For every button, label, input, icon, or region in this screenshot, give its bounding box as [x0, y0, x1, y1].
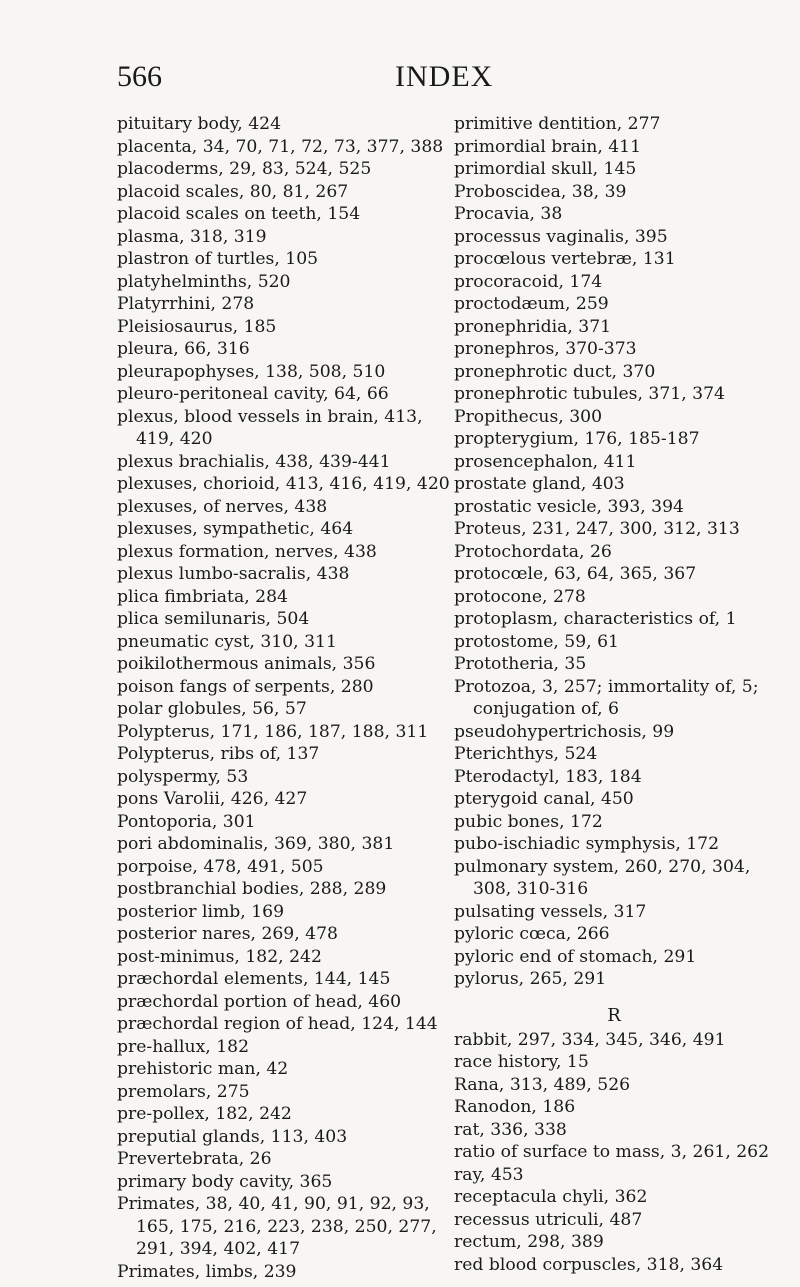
index-entry: pyloric end of stomach, 291	[454, 946, 697, 967]
page-number: 566	[117, 60, 162, 93]
index-entry: plexuses, sympathetic, 464	[117, 519, 354, 539]
left-column	[117, 113, 450, 1283]
index-entry: pubo-ischiadic symphysis, 172	[454, 834, 720, 854]
index-entry: Pterichthys, 524	[454, 744, 598, 764]
index-entry: Prototheria, 35	[454, 654, 587, 674]
index-entry: præchordal elements, 144, 145	[117, 969, 391, 989]
index-entry: plexuses, of nerves, 438	[117, 496, 328, 517]
index-entry-continuation: 165, 175, 216, 223, 238, 250, 277,	[136, 1216, 437, 1237]
index-entry: race history, 15	[454, 1052, 589, 1072]
index-entry: pronephros, 370-373	[454, 339, 637, 359]
index-entry: pneumatic cyst, 310, 311	[117, 631, 337, 652]
index-entry: primordial brain, 411	[454, 136, 642, 157]
index-entry-continuation: 419, 420	[136, 429, 213, 449]
index-entry: ray, 453	[454, 1164, 524, 1185]
index-entry: plexus brachialis, 438, 439-441	[117, 451, 391, 472]
index-entry: pleuro-peritoneal cavity, 64, 66	[117, 384, 389, 404]
index-entry: red blood corpuscles, 318, 364	[454, 1254, 724, 1275]
index-entry: præchordal portion of head, 460	[117, 991, 402, 1012]
index-entry: polyspermy, 53	[117, 766, 249, 787]
index-entry: Primates, 38, 40, 41, 90, 91, 92, 93,	[117, 1194, 430, 1214]
index-entry: protoplasm, characteristics of, 1	[454, 609, 737, 629]
index-entry: Pleisiosaurus, 185	[117, 316, 277, 337]
index-entry-continuation: 308, 310-316	[473, 879, 589, 899]
index-entry: primitive dentition, 277	[454, 114, 661, 134]
index-entry: Polypterus, ribs of, 137	[117, 744, 320, 764]
index-entry: Ranodon, 186	[454, 1097, 576, 1117]
index-entry: plica fimbriata, 284	[117, 586, 288, 607]
index-entry: plexus formation, nerves, 438	[117, 541, 377, 562]
index-entry: Platyrrhini, 278	[117, 294, 255, 314]
index-entry: Protochordata, 26	[454, 541, 612, 562]
index-entry: pleura, 66, 316	[117, 339, 250, 359]
index-entry: prosencephalon, 411	[454, 451, 637, 472]
index-entry: Pontoporia, 301	[117, 811, 256, 832]
index-entry: pronephridia, 371	[454, 316, 612, 337]
index-entry-continuation: 291, 394, 402, 417	[136, 1239, 301, 1259]
index-entry: pronephrotic duct, 370	[454, 361, 656, 382]
index-entry: placoderms, 29, 83, 524, 525	[117, 159, 372, 179]
index-entry: Proboscidea, 38, 39	[454, 181, 627, 202]
index-entry: Procavia, 38	[454, 204, 563, 224]
index-entry: processus vaginalis, 395	[454, 226, 668, 247]
index-entry: Polypterus, 171, 186, 187, 188, 311	[117, 721, 429, 742]
index-entry: post-minimus, 182, 242	[117, 946, 322, 967]
index-entry: protocone, 278	[454, 586, 586, 607]
running-head: INDEX	[395, 60, 494, 93]
index-entry: Pterodactyl, 183, 184	[454, 766, 642, 787]
section-letter-heading: R	[607, 1004, 621, 1026]
index-entry: preputial glands, 113, 403	[117, 1126, 348, 1147]
index-entry: postbranchial bodies, 288, 289	[117, 879, 387, 899]
index-entry: posterior nares, 269, 478	[117, 924, 338, 944]
index-entry: Prevertebrata, 26	[117, 1149, 272, 1169]
index-entry: plexus lumbo-sacralis, 438	[117, 564, 350, 584]
index-entry: pre-pollex, 182, 242	[117, 1104, 292, 1124]
index-entry: pulsating vessels, 317	[454, 901, 647, 922]
index-entry: prehistoric man, 42	[117, 1059, 289, 1079]
index-entry: primary body cavity, 365	[117, 1171, 333, 1192]
index-entry: rat, 336, 338	[454, 1119, 567, 1140]
index-entry: primordial skull, 145	[454, 159, 637, 179]
index-entry: ratio of surface to mass, 3, 261, 262	[454, 1142, 770, 1162]
index-entry: propterygium, 176, 185-187	[454, 429, 700, 449]
index-entry: pituitary body, 424	[117, 114, 282, 134]
index-entry: rectum, 298, 389	[454, 1232, 604, 1252]
page-header	[0, 62, 800, 102]
index-entry: rabbit, 297, 334, 345, 346, 491	[454, 1029, 726, 1050]
index-entry: Primates, limbs, 239	[117, 1261, 297, 1282]
index-entry: pyloric cœca, 266	[454, 924, 610, 944]
index-entry: pubic bones, 172	[454, 811, 603, 832]
index-entry: polar globules, 56, 57	[117, 699, 307, 719]
index-entry: receptacula chyli, 362	[454, 1187, 648, 1207]
index-entry: placoid scales, 80, 81, 267	[117, 181, 349, 202]
index-entry: pre-hallux, 182	[117, 1036, 250, 1057]
index-entry: procoracoid, 174	[454, 271, 603, 292]
index-entry: plexus, blood vessels in brain, 413,	[117, 406, 423, 427]
index-entry: pseudohypertrichosis, 99	[454, 721, 675, 742]
index-entry: Rana, 313, 489, 526	[454, 1074, 631, 1095]
index-entry: platyhelminths, 520	[117, 271, 291, 292]
index-entry: plastron of turtles, 105	[117, 249, 319, 269]
index-entry-continuation: conjugation of, 6	[473, 699, 619, 719]
index-entry: Propithecus, 300	[454, 406, 603, 427]
index-entry: plica semilunaris, 504	[117, 609, 310, 629]
index-entry: procœlous vertebræ, 131	[454, 249, 676, 269]
index-entry: poison fangs of serpents, 280	[117, 676, 374, 697]
index-entry: pterygoid canal, 450	[454, 789, 634, 809]
index-entry: placenta, 34, 70, 71, 72, 73, 377, 388	[117, 136, 444, 157]
index-entry: pons Varolii, 426, 427	[117, 789, 308, 809]
index-entry: proctodæum, 259	[454, 294, 609, 314]
index-entry: Protozoa, 3, 257; immortality of, 5;	[454, 676, 759, 697]
index-entry: pylorus, 265, 291	[454, 969, 607, 989]
index-entry: placoid scales on teeth, 154	[117, 204, 361, 224]
index-entry: prostate gland, 403	[454, 474, 625, 494]
right-column	[454, 113, 784, 1276]
index-entry: protocœle, 63, 64, 365, 367	[454, 564, 697, 584]
index-entry: Proteus, 231, 247, 300, 312, 313	[454, 519, 740, 539]
index-entry: posterior limb, 169	[117, 901, 285, 922]
index-entry: pleurapophyses, 138, 508, 510	[117, 361, 386, 382]
index-entry: protostome, 59, 61	[454, 631, 619, 652]
index-entry: prostatic vesicle, 393, 394	[454, 496, 684, 517]
index-entry: pulmonary system, 260, 270, 304,	[454, 856, 751, 877]
index-entry: plexuses, chorioid, 413, 416, 419, 420	[117, 474, 450, 494]
index-entry: recessus utriculi, 487	[454, 1209, 643, 1230]
index-entry: plasma, 318, 319	[117, 226, 267, 247]
index-entry: præchordal region of head, 124, 144	[117, 1014, 438, 1034]
index-entry: porpoise, 478, 491, 505	[117, 856, 324, 877]
index-entry: poikilothermous animals, 356	[117, 654, 376, 674]
index-entry: pronephrotic tubules, 371, 374	[454, 384, 725, 404]
index-entry: pori abdominalis, 369, 380, 381	[117, 834, 395, 854]
index-entry: premolars, 275	[117, 1081, 250, 1102]
